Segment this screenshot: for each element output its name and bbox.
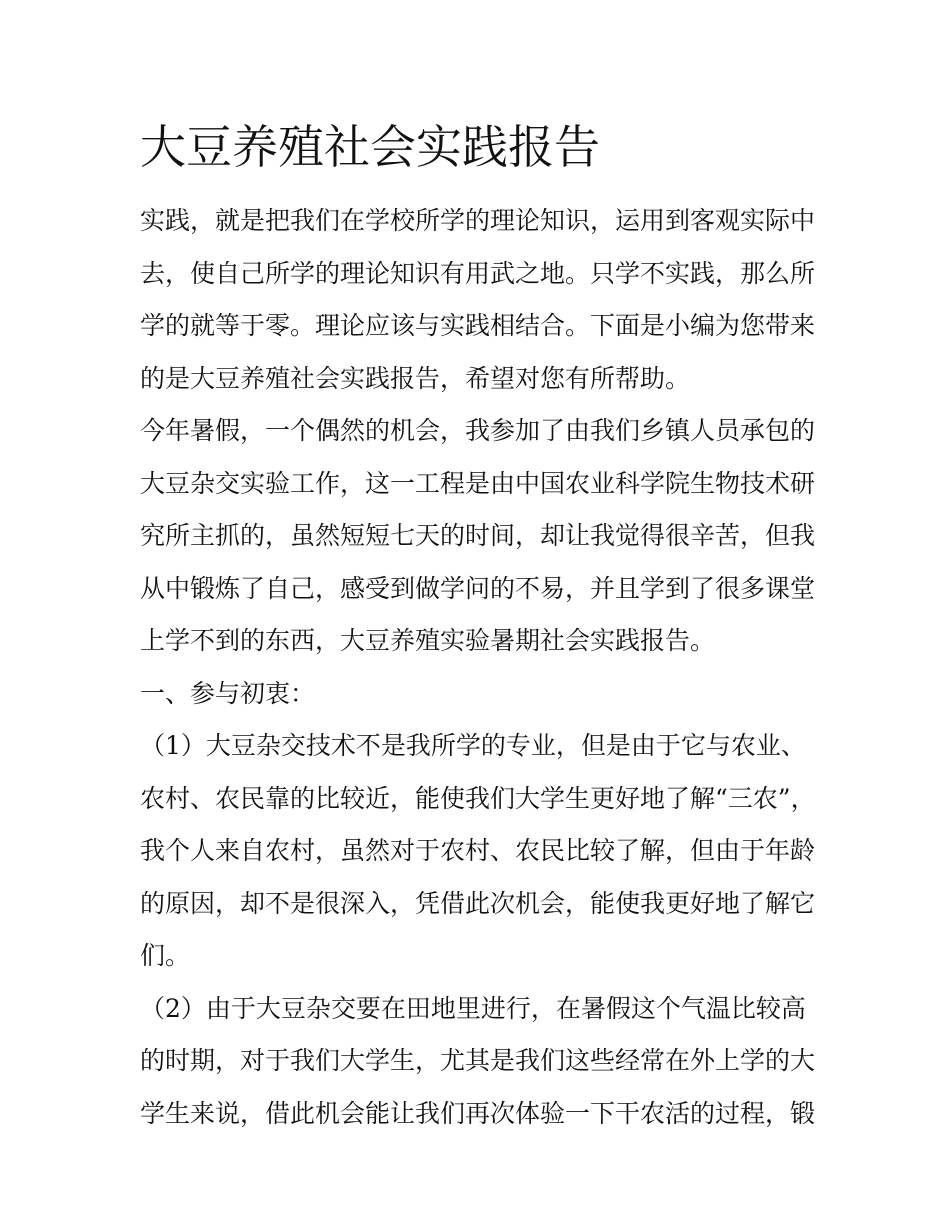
- text-line: （1）大豆杂交技术不是我所学的专业，但是由于它与农业、: [140, 731, 806, 760]
- text-line: 上学不到的东西，大豆养殖实验暑期社会实践报告。: [140, 626, 716, 655]
- text-line: 的原因，却不是很深入，凭借此次机会，能使我更好地了解它: [140, 888, 816, 918]
- text-line: 大豆杂交实验工作，这一工程是由中国农业科学院生物技术研: [140, 468, 816, 498]
- text-line: 们。: [140, 941, 191, 970]
- text-line: 我个人来自农村，虽然对于农村、农民比较了解，但由于年龄: [140, 836, 816, 865]
- document-title: 大豆养殖社会实践报告: [140, 120, 600, 174]
- text-line: 实践，就是把我们在学校所学的理论知识，运用到客观实际中: [140, 206, 816, 235]
- text-line: 从中锻炼了自己，感受到做学问的不易，并且学到了很多课堂: [140, 573, 816, 603]
- text-line: 究所主抓的，虽然短短七天的时间，却让我觉得很辛苦，但我: [140, 521, 816, 550]
- section-heading: 一、参与初衷：: [140, 678, 316, 708]
- document-body: [140, 195, 820, 1140]
- text-line: （2）由于大豆杂交要在田地里进行，在暑假这个气温比较高: [140, 993, 806, 1023]
- text-line: 农村、农民靠的比较近，能使我们大学生更好地了解“三农”，: [140, 783, 816, 813]
- text-line: 今年暑假，一个偶然的机会，我参加了由我们乡镇人员承包的: [140, 416, 816, 445]
- text-line: 的是大豆养殖社会实践报告，希望对您有所帮助。: [140, 363, 691, 393]
- text-line: 学的就等于零。理论应该与实践相结合。下面是小编为您带来: [140, 311, 816, 340]
- text-line: 去，使自己所学的理论知识有用武之地。只学不实践，那么所: [140, 258, 816, 288]
- text-line: 学生来说，借此机会能让我们再次体验一下干农活的过程，锻: [140, 1098, 816, 1128]
- text-line: 的时期，对于我们大学生，尤其是我们这些经常在外上学的大: [140, 1046, 816, 1075]
